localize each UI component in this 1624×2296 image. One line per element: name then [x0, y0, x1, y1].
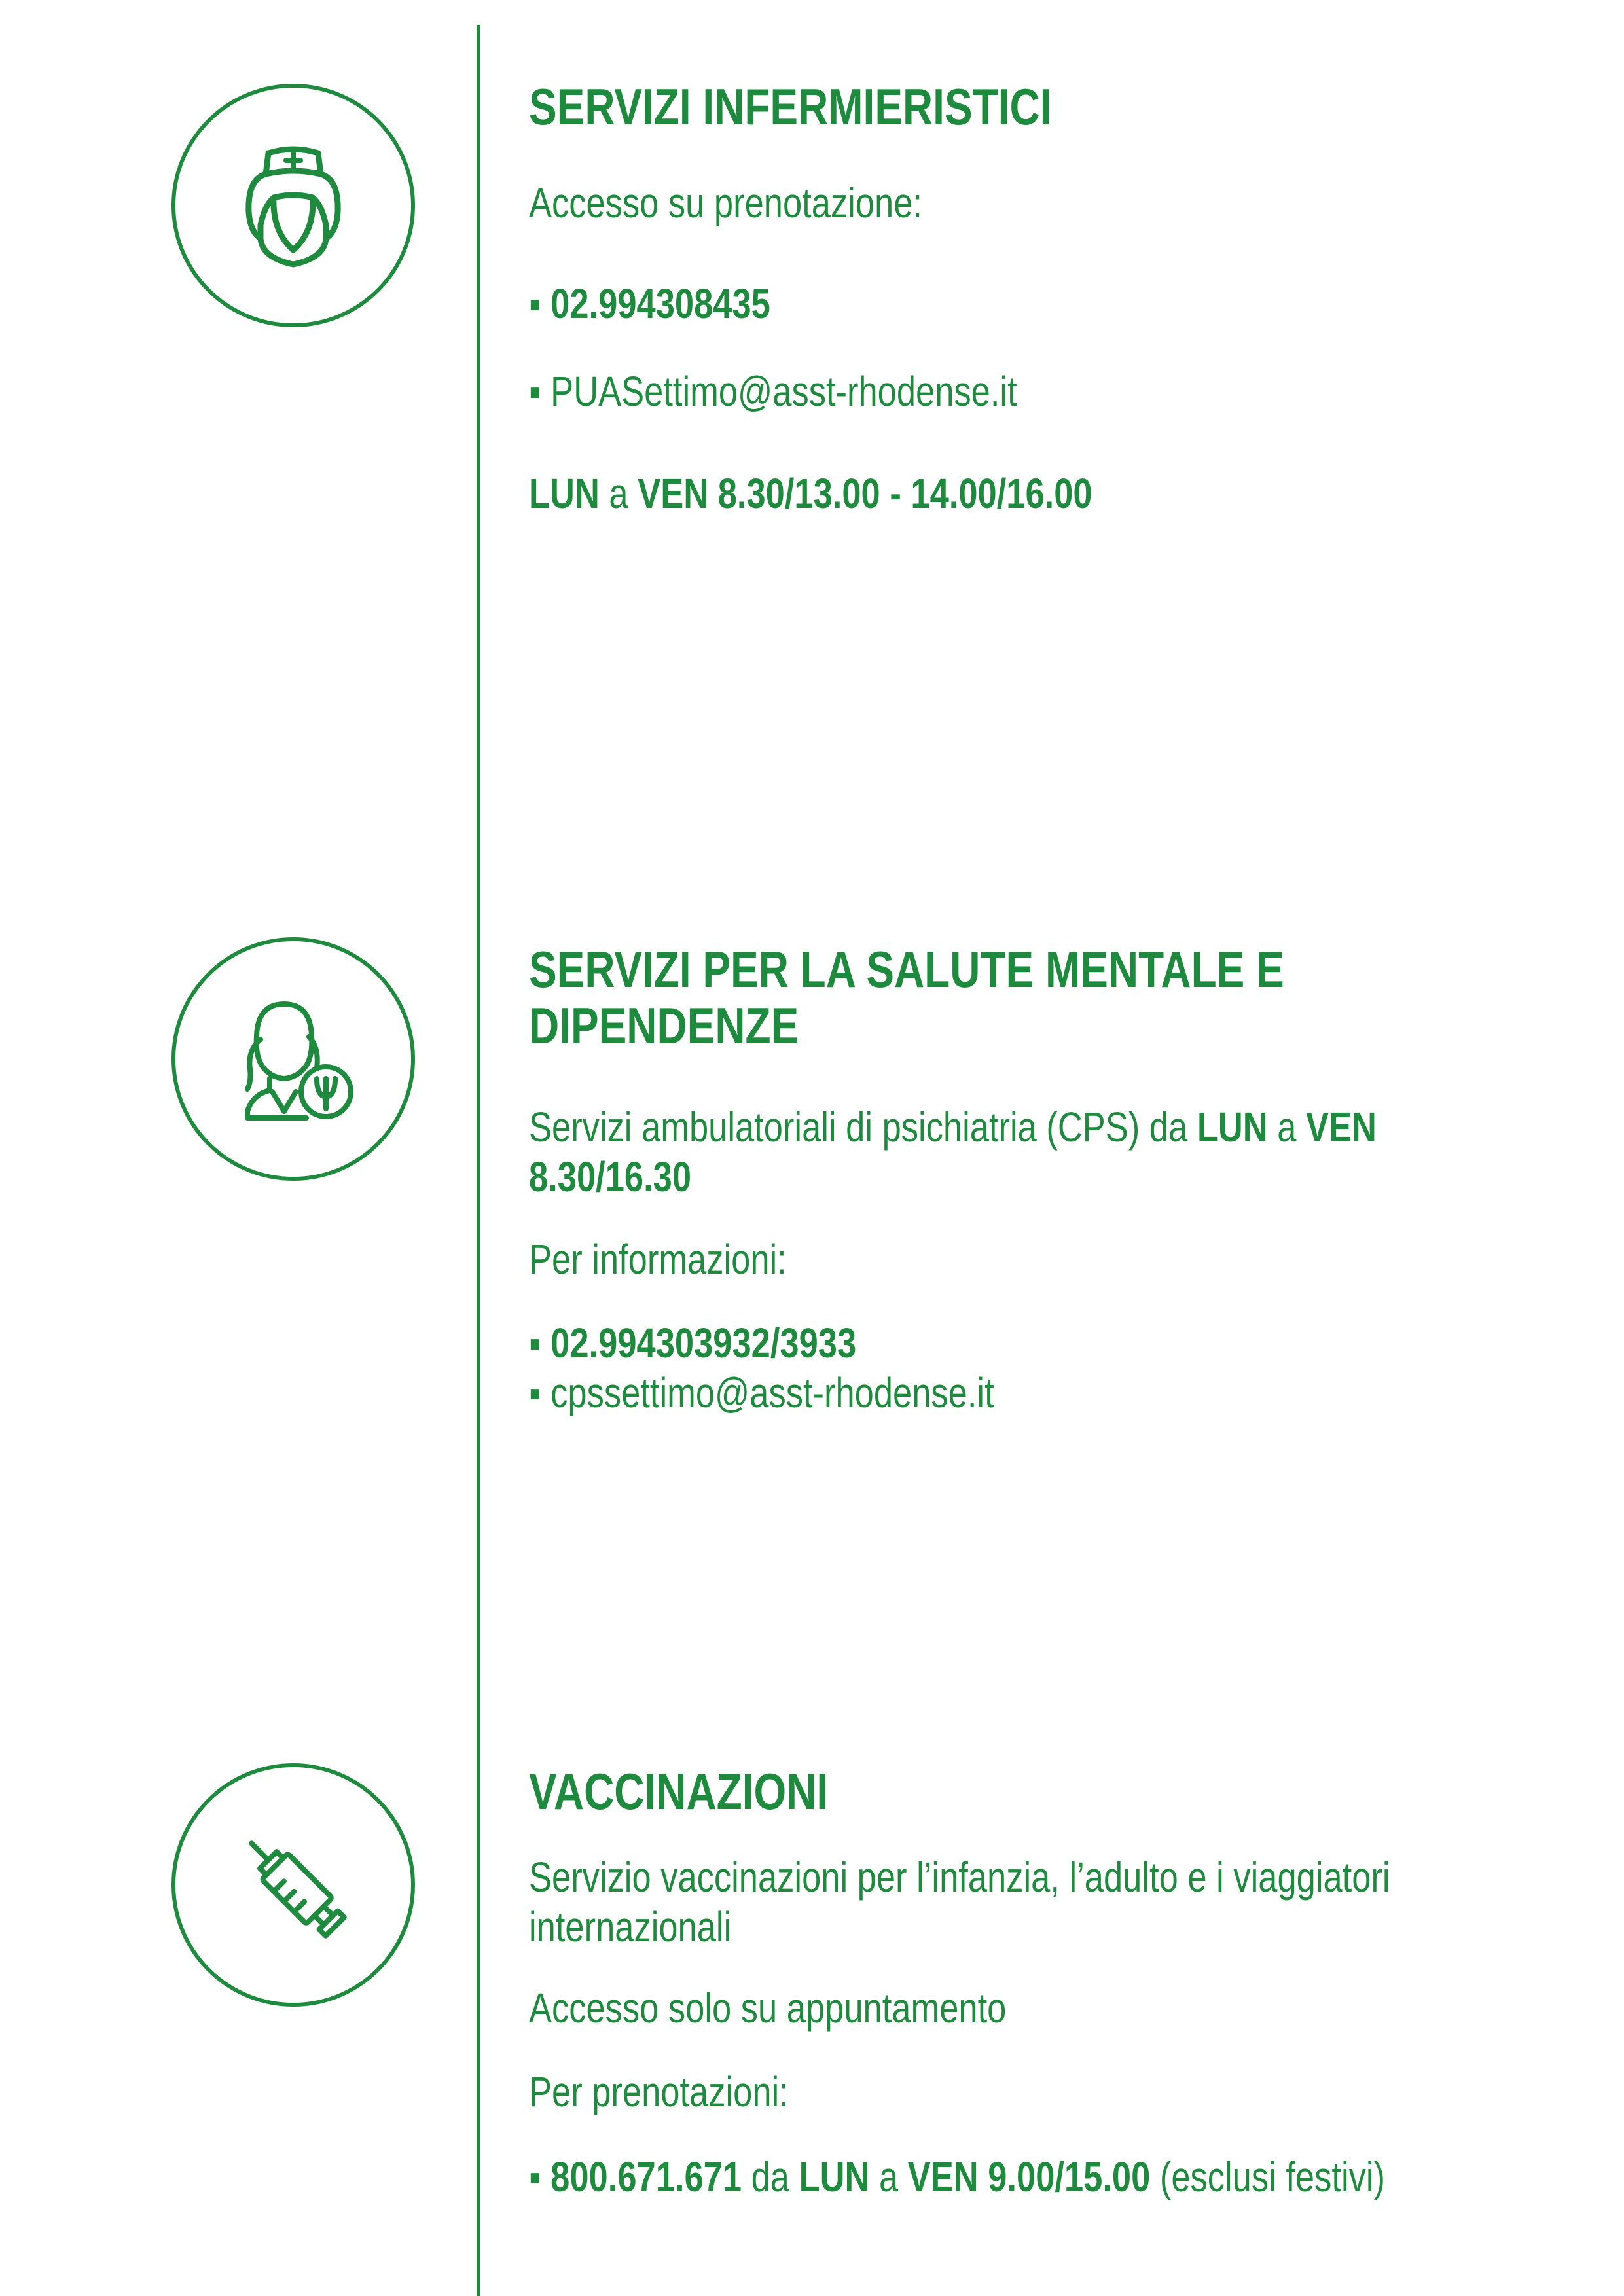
nursing-title: SERVIZI INFERMIERISTICI [529, 78, 1052, 135]
nurse-icon [171, 84, 415, 327]
vaccines-title: VACCINAZIONI [529, 1763, 829, 1820]
nursing-email: ▪ PUASettimo@asst-rhodense.it [529, 368, 1017, 415]
psychologist-icon [171, 937, 415, 1181]
vaccines-booking: Per prenotazioni: [529, 2068, 789, 2115]
mental-desc: Servizi ambulatoriali di psichiatria (CPS) da LUN a VEN [529, 1103, 1377, 1151]
mental-time: 8.30/16.30 [529, 1153, 692, 1200]
vaccines-phone: ▪ 800.671.671 da LUN a VEN 9.00/15.00 (esclusi festivi) [529, 2153, 1385, 2200]
syringe-icon [171, 1763, 415, 2007]
mental-health-section [529, 941, 1445, 1418]
mental-info: Per informazioni: [529, 1236, 787, 1283]
vaccines-desc: Servizio vaccinazioni per l’infanzia, l’adulto e i viaggiatori internazionali [529, 1854, 1390, 1950]
nursing-phone: ▪ 02.994308435 [529, 280, 770, 327]
mental-email: ▪ cpssettimo@asst-rhodense.it [529, 1369, 994, 1416]
vaccines-section [529, 1763, 1445, 2202]
vaccines-access: Accesso solo su appuntamento [529, 1984, 1007, 2032]
mental-title: SERVIZI PER LA SALUTE MENTALE E DIPENDENZE [529, 941, 1284, 1054]
nursing-section [529, 79, 1445, 518]
mental-phone: ▪ 02.994303932/3933 [529, 1319, 857, 1367]
nursing-access: Accesso su prenotazione: [529, 179, 922, 226]
nursing-hours: LUN a VEN 8.30/13.00 - 14.00/16.00 [529, 470, 1092, 517]
vertical-divider [477, 25, 480, 2296]
